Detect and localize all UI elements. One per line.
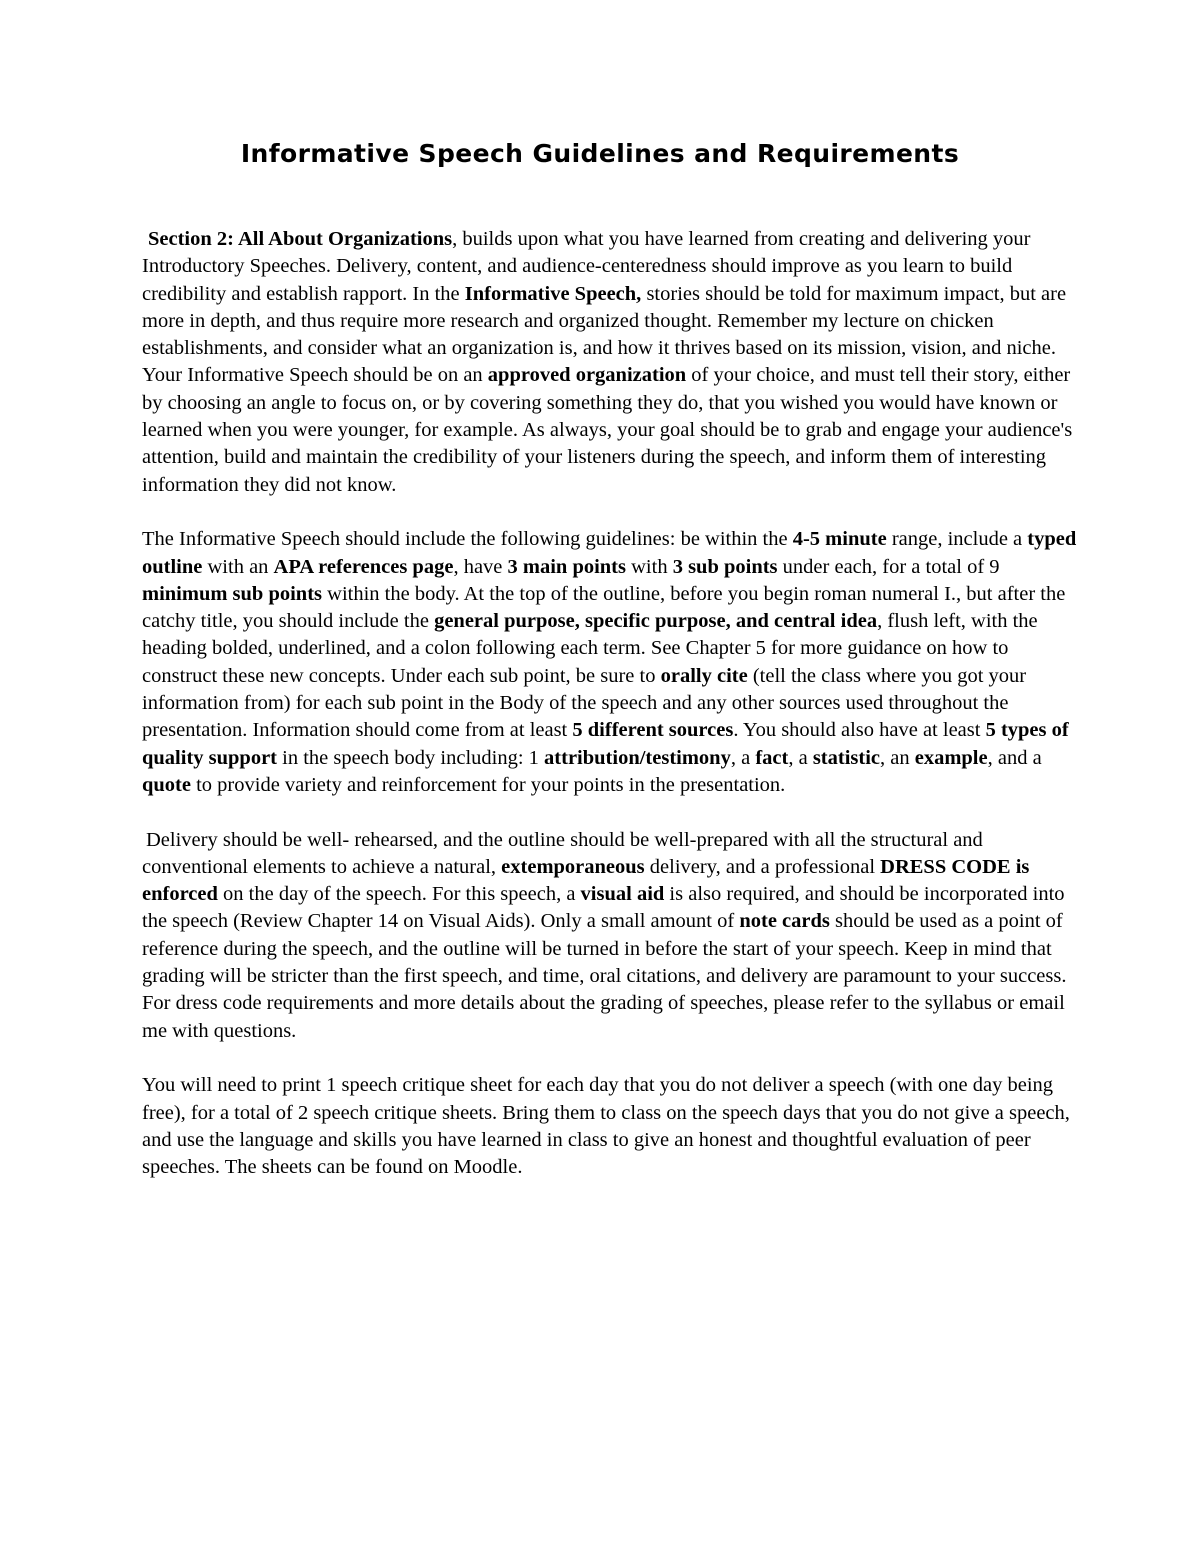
bold-text-run: approved organization xyxy=(487,364,687,387)
text-run: , flush left, with the heading bolded, underlined, and a colon following each term. See Chapter 5 for more guidance on how to construct these new concepts. Under each sub point, be sure to xyxy=(142,610,1038,687)
bold-text-run: quote xyxy=(142,773,191,796)
text-run: stories should be told for maximum impact, but are more in depth, and thus require more research and organized thought. Remember my lecture on chicken establishments, and consider what an organization is, and how it thrives based on its mission, vision, and niche. Your Informative Speech should be on an xyxy=(142,282,1067,387)
text-run: (tell the class where you got your information from) for each sub point in the Body of the speech and any other sources used throughout the presentation. Information should come from at least xyxy=(142,664,1027,742)
bold-text-run: example xyxy=(914,746,988,769)
bold-text-run: 3 main points xyxy=(507,555,626,578)
text-run: within the body. At the top of the outline, before you begin roman numeral I., but after the catchy title, you should include the xyxy=(142,582,1066,633)
page-title: Informative Speech Guidelines and Requirements xyxy=(240,139,960,168)
text-run: to provide variety and reinforcement for your points in the presentation. xyxy=(190,773,786,796)
bold-text-run: 5 different sources xyxy=(572,719,734,742)
bold-text-run: attribution/testimony xyxy=(544,746,731,769)
text-run: , have xyxy=(453,555,508,578)
text-run: in the speech body including: 1 xyxy=(277,746,545,769)
bold-text-run: minimum sub points xyxy=(142,582,323,605)
text-run: on the day of the speech. For this speech, a xyxy=(217,883,581,906)
bold-text-run: 4-5 minute xyxy=(792,528,887,551)
text-run: range, include a xyxy=(886,528,1028,551)
bold-text-run: orally cite xyxy=(660,664,748,687)
bold-text-run: visual aid xyxy=(580,883,665,906)
text-run: . You should also have at least xyxy=(733,719,986,742)
bold-text-run: APA references page xyxy=(273,555,454,578)
text-run: The Informative Speech should include the following guidelines: be within the xyxy=(142,528,793,551)
paragraph-delivery xyxy=(142,827,1082,1045)
paragraph-critique-sheets xyxy=(142,1072,1082,1181)
text-run: under each, for a total of 9 xyxy=(777,555,1000,578)
bold-text-run: note cards xyxy=(739,910,830,933)
document-body xyxy=(142,226,1082,1209)
text-run: with an xyxy=(202,555,274,578)
text-run: is also required, and should be incorporated into the speech (Review Chapter 14 on Visual Aids). Only a small amount of xyxy=(142,883,1065,933)
paragraph-guidelines xyxy=(142,526,1082,799)
bold-text-run: Section 2: All About Organizations xyxy=(148,228,453,250)
text-run: of your choice, and must tell their story, either by choosing an angle to focus on, or by covering something they do, that you wished you would have known or learned when you were younger, for example. As always, your goal should be to grab and engage your audience's attention, build and maintain the credibility of your listeners during the speech, and inform them of interesting information they did not know. xyxy=(142,364,1073,496)
bold-text-run: Informative Speech, xyxy=(464,282,642,305)
bold-text-run: fact xyxy=(755,746,789,769)
bold-text-run: extemporaneous xyxy=(501,855,645,878)
bold-text-run: 5 types of quality support xyxy=(142,719,1069,769)
bold-text-run: general purpose, specific purpose, and central idea xyxy=(434,610,878,633)
text-run: should be used as a point of reference during the speech, and the outline will be turned in before the start of your speech. Keep in mind that grading will be stricter than the first speech, and time, oral citations, and delivery are paramount to your success. For dress code requirements and more details about the grading of speeches, please refer to the syllabus or email me with questions. xyxy=(142,910,1067,1042)
text-run: with xyxy=(626,555,673,578)
text-run: You will need to print 1 speech critique sheet for each day that you do not deliver a speech (with one day being free), for a total of 2 speech critique sheets. Bring them to class on the speech days that you do not give a speech, and use the language and skills you have learned in class to give an honest and thoughtful evaluation of peer speeches. The sheets can be found on Moodle. xyxy=(142,1074,1070,1179)
text-run: , builds upon what you have learned from creating and delivering your Introductory Speeches. Delivery, content, and audience-centeredness should improve as you learn to build credibility and establish rapport. In the xyxy=(142,228,1031,305)
text-run: , a xyxy=(788,746,813,769)
text-run: delivery, and a professional xyxy=(644,855,881,878)
text-run: , and a xyxy=(987,746,1042,769)
paragraph-introduction xyxy=(142,226,1082,499)
text-run: Delivery should be well- rehearsed, and the outline should be well-prepared with all the structural and conventional elements to achieve a natural, xyxy=(142,828,983,878)
bold-text-run: 3 sub points xyxy=(672,555,778,578)
bold-text-run: DRESS CODE is enforced xyxy=(142,855,1030,906)
bold-text-run: typed outline xyxy=(142,528,1077,578)
bold-text-run: statistic xyxy=(812,746,880,769)
text-run: , a xyxy=(730,746,756,769)
text-run: , an xyxy=(880,746,915,769)
